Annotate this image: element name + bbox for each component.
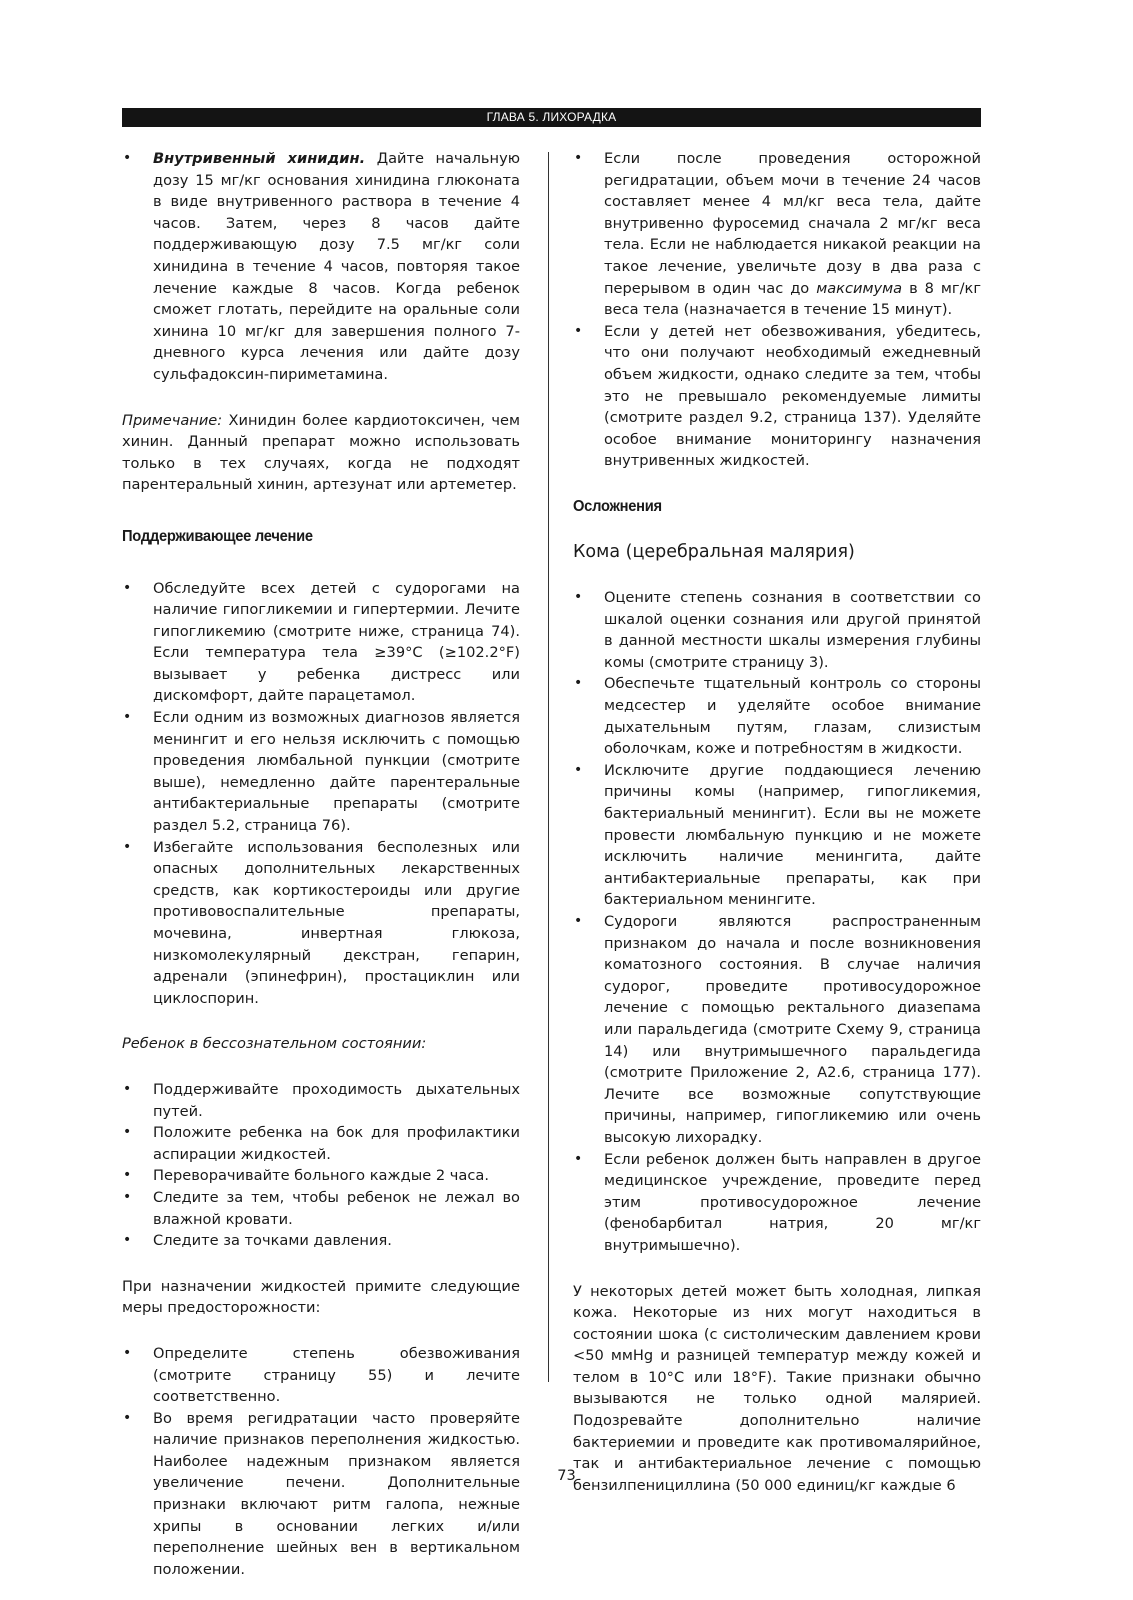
item-emphasis: максимума [816,279,903,297]
list-item [122,148,520,386]
list-item [573,148,981,321]
list-item: • Избегайте использования бесполезных или опасных дополнительных лекарственных средств, как кортикостероиды или другие противовоспалительные препараты, мочевина, инвертная глюкоза, низкомолекулярный декстран, гепарин, адренали (эпинефрин), простациклин или циклоспорин. [122,837,520,1010]
list-item: • Следите за точками давления. [122,1230,520,1252]
list-item: • Поддерживайте проходимость дыхательных путей. [122,1079,520,1122]
list-item: • Переворачивайте больного каждые 2 часа. [122,1165,520,1187]
list-item: • Оцените степень сознания в соответствии со шкалой оценки сознания или другой принятой в данной местности шкалы измерения глубины комы (смотрите страницу 3). [573,587,981,673]
supportive-heading: Поддерживающее лечение [122,527,313,545]
fluids-intro: При назначении жидкостей примите следующие меры предосторожности: [122,1277,520,1317]
list-item: • Обследуйте всех детей с судорогами на наличие гипогликемии и гипертермии. Лечите гипогликемию (смотрите ниже, страница 74). Если температура тела ≥39°C (≥102.2°F) вызывает у ребенка дистресс или дискомфорт, дайте парацетамол. [122,578,520,708]
unconscious-list [122,1079,520,1252]
quinidine-list [122,148,520,386]
list-item: • Судороги являются распространенным признаком до начала и после возникновения коматозного состояния. В случае наличия судорог, проведите противосудорожное лечение с помощью ректального диазепама или паральдегида (смотрите Схему 9, страница 14) или внутримышечного паральдегида (смотрите Приложение 2, А2.6, страница 177). Лечите все возможные сопутствующие причины, например, гипогликемию или очень высокую лихорадку. [573,911,981,1149]
list-item: • Если одним из возможных диагнозов является менингит и его нельзя исключить с помощью проведения люмбальной пункции (смотрите выше), немедленно дайте парентеральные антибактериальные препараты (смотрите раздел 5.2, страница 76). [122,707,520,837]
list-item: • Следите за тем, чтобы ребенок не лежал во влажной кровати. [122,1187,520,1230]
left-column [122,148,520,1580]
chapter-title: ГЛАВА 5. ЛИХОРАДКА [486,110,617,124]
list-item [573,321,981,472]
shock-paragraph: У некоторых детей может быть холодная, липкая кожа. Некоторые из них могут находиться в состоянии шока (с систолическим давлением крови <50 ммHg и разницей температур между кожей и телом в 10°C или 18°F). Такие признаки обычно вызываются не только одной малярией. Подозревайте дополнительно наличие бактериемии и проведите как противомалярийное, так и антибактериальное лечение с помощью бензилпенициллина (50 000 единиц/кг каждые 6 [573,1282,981,1494]
chapter-header [122,108,981,127]
list-item: • Определите степень обезвоживания (смотрите страницу 55) и лечите соответственно. [122,1343,520,1408]
page-number: 73 [557,1467,576,1484]
column-divider [548,152,549,1382]
quinidine-text: Дайте начальную дозу 15 мг/кг основания хинидина глюконата в виде внутривенного раствора в течение 4 часов. Затем, через 8 часов дайте поддерживающую дозу 7.5 мг/кг соли хинидина в течение 4 часов, повторяя такое лечение каждые 8 часов. Когда ребенок сможет глотать, перейдите на оральные соли хинина 10 мг/кг для завершения полного 7-дневного курса лечения или дайте дозу сульфадоксин-пириметамина. [153,150,520,383]
coma-heading: Кома (церебральная малярия) [573,541,855,562]
supportive-list [122,578,520,1010]
list-item: • Обеспечьте тщательный контроль со стороны медсестер и уделяйте особое внимание дыхательным путям, глазам, слизистым оболочкам, коже и потребностям в жидкости. [573,673,981,759]
right-column [573,148,981,1496]
list-item: • Положите ребенка на бок для профилактики аспирации жидкостей. [122,1122,520,1165]
unconscious-label: Ребенок в бессознательном состоянии: [122,1035,427,1053]
item-text: в 8 мг/кг веса тела (назначается в течение 15 минут). [604,279,981,319]
rehydration-list [573,148,981,472]
coma-list [573,587,981,1256]
list-item: • Если ребенок должен быть направлен в другое медицинское учреждение, проведите перед этим противосудорожное лечение (фенобарбитал натрия, 20 мг/кг внутримышечно). [573,1149,981,1257]
item-text: Если у детей нет обезвоживания, убедитесь, что они получают необходимый ежедневный объем жидкости, однако следите за тем, чтобы это не превышало рекомендуемые лимиты (смотрите раздел 9.2, страница 137). Уделяйте особое внимание мониторингу назначения внутривенных жидкостей. [604,322,981,470]
note-label: Примечание: [122,411,223,429]
fluids-list [122,1343,520,1581]
complications-heading: Осложнения [573,497,662,515]
list-item: • Исключите другие поддающиеся лечению причины комы (например, гипогликемия, бактериальный менингит). Если вы не можете провести люмбальную пункцию и не можете исключить наличие менингита, дайте антибактериальные препараты, как при бактериальном менингите. [573,760,981,911]
list-item: • Во время регидратации часто проверяйте наличие признаков переполнения жидкостью. Наиболее надежным признаком является увеличение печени. Дополнительные признаки включают ритм галопа, нежные хрипы в основании легких и/или переполнение шейных вен в вертикальном положении. [122,1408,520,1581]
note-text: Хинидин более кардиотоксичен, чем хинин. Данный препарат можно использовать только в тех случаях, когда не подходят парентеральный хинин, артезунат или артеметер. [122,411,520,494]
note-paragraph [122,410,520,496]
item-text: Если после проведения осторожной регидратации, объем мочи в течение 24 часов составляет менее 4 мл/кг веса тела, дайте внутривенно фуросемид сначала 2 мг/кг веса тела. Если не наблюдается никакой реакции на такое лечение, увеличьте дозу в два раза с перерывом в один час до [604,150,981,297]
quinidine-lead: Внутривенный хинидин. [153,150,366,167]
